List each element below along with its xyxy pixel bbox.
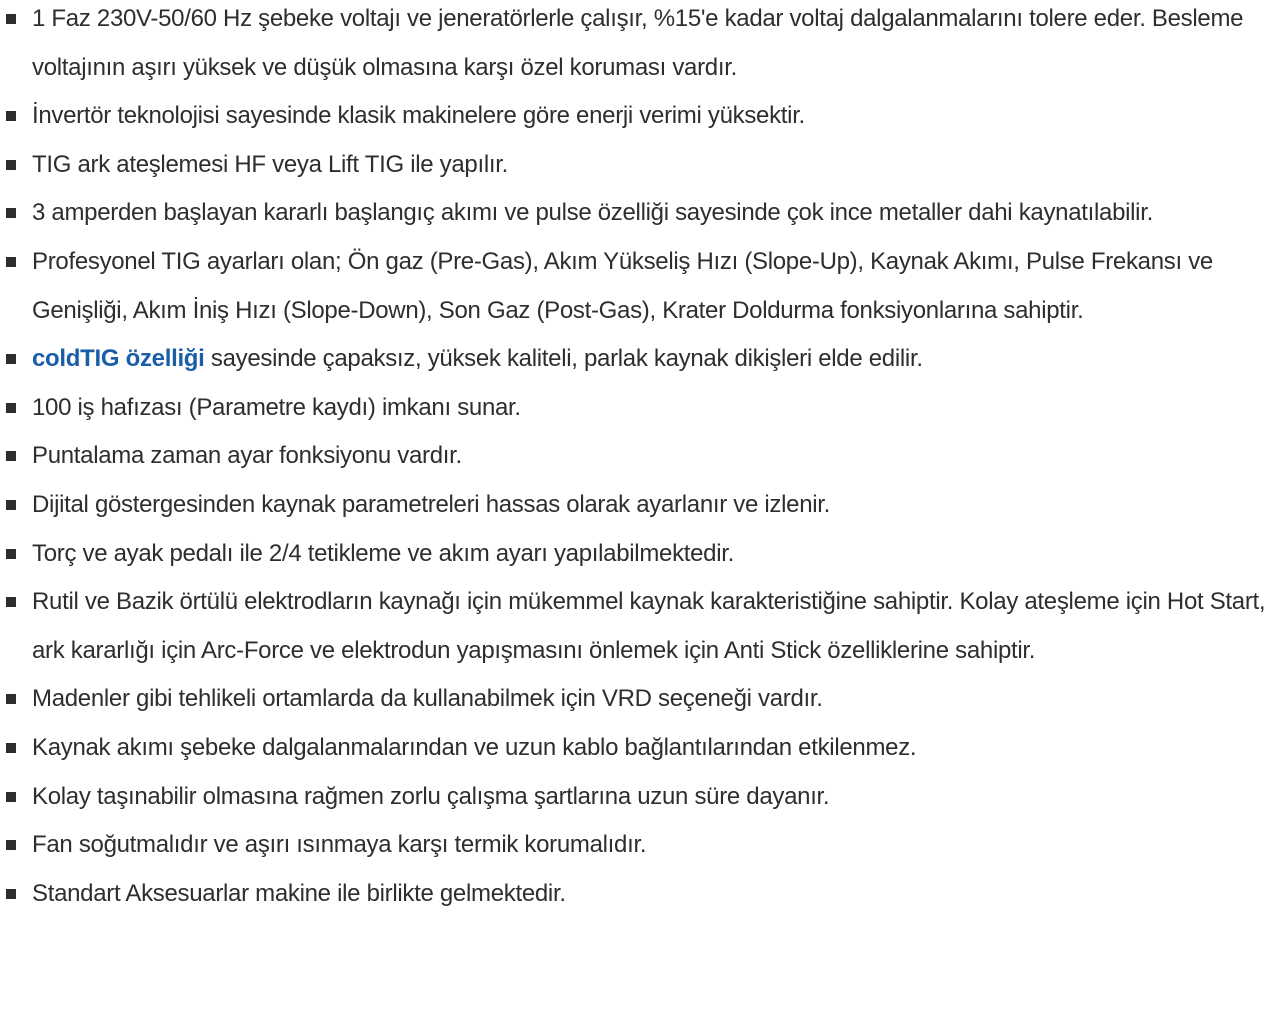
list-item bbox=[0, 92, 1282, 141]
list-item bbox=[0, 0, 1282, 92]
list-item bbox=[0, 141, 1282, 190]
list-item-text: Rutil ve Bazik örtülü elektrodların kaynağı için mükemmel kaynak karakteristiğine sahiptir. Kolay ateşleme için Hot Start, ark kararlığı için Arc-Force ve elektrodun yapışmasını önlemek için Anti Stick özelliklerine sahiptir. bbox=[32, 588, 1266, 664]
list-item bbox=[0, 773, 1282, 822]
list-item bbox=[0, 189, 1282, 238]
list-item-text: İnvertör teknolojisi sayesinde klasik makinelere göre enerji verimi yüksektir. bbox=[32, 102, 805, 130]
bullet-square-icon bbox=[6, 208, 16, 218]
list-item bbox=[0, 481, 1282, 530]
list-item-text: Dijital göstergesinden kaynak parametreleri hassas olarak ayarlanır ve izlenir. bbox=[32, 490, 831, 518]
bullet-square-icon bbox=[6, 889, 16, 899]
list-item bbox=[0, 675, 1282, 724]
bullet-square-icon bbox=[6, 354, 16, 364]
bullet-square-icon bbox=[6, 451, 16, 461]
list-item bbox=[0, 432, 1282, 481]
list-item-text: Torç ve ayak pedalı ile 2/4 tetikleme ve akım ayarı yapılabilmektedir. bbox=[32, 539, 735, 567]
list-item bbox=[0, 821, 1282, 870]
list-item-text: TIG ark ateşlemesi HF veya Lift TIG ile yapılır. bbox=[32, 150, 508, 178]
list-item bbox=[0, 724, 1282, 773]
bullet-square-icon bbox=[6, 14, 16, 24]
list-item-text: Fan soğutmalıdır ve aşırı ısınmaya karşı termik korumalıdır. bbox=[32, 831, 647, 859]
list-item bbox=[0, 870, 1282, 919]
list-item-text: Puntalama zaman ayar fonksiyonu vardır. bbox=[32, 442, 462, 470]
bullet-square-icon bbox=[6, 743, 16, 753]
bullet-square-icon bbox=[6, 111, 16, 121]
bullet-square-icon bbox=[6, 694, 16, 704]
bullet-square-icon bbox=[6, 549, 16, 559]
list-item bbox=[0, 530, 1282, 579]
bullet-square-icon bbox=[6, 500, 16, 510]
bullet-square-icon bbox=[6, 403, 16, 413]
list-item-text: Madenler gibi tehlikeli ortamlarda da kullanabilmek için VRD seçeneği vardır. bbox=[32, 685, 823, 713]
bullet-square-icon bbox=[6, 840, 16, 850]
list-item-text: Kaynak akımı şebeke dalgalanmalarından ve uzun kablo bağlantılarından etkilenmez. bbox=[32, 733, 917, 761]
list-item bbox=[0, 578, 1282, 675]
bullet-square-icon bbox=[6, 792, 16, 802]
list-item-coldtig bbox=[0, 335, 1282, 384]
list-item-text: Kolay taşınabilir olmasına rağmen zorlu çalışma şartlarına uzun süre dayanır. bbox=[32, 782, 830, 810]
bullet-square-icon bbox=[6, 597, 16, 607]
list-item-text: 1 Faz 230V-50/60 Hz şebeke voltajı ve jeneratörlerle çalışır, %15'e kadar voltaj dalgalanmalarını tolere eder. Besleme voltajının aşırı yüksek ve düşük olmasına karşı özel koruması vardır. bbox=[32, 5, 1244, 81]
list-item-text: Profesyonel TIG ayarları olan; Ön gaz (Pre-Gas), Akım Yükseliş Hızı (Slope-Up), Kaynak Akımı, Pulse Frekansı ve Genişliği, Akım İniş Hızı (Slope-Down), Son Gaz (Post-Gas), Krater Doldurma fonksiyonlarına sahiptir. bbox=[32, 247, 1213, 324]
bullet-square-icon bbox=[6, 160, 16, 170]
bullet-square-icon bbox=[6, 257, 16, 267]
list-item bbox=[0, 384, 1282, 433]
coldtig-feature-link[interactable]: coldTIG özelliği bbox=[32, 345, 205, 373]
list-item bbox=[0, 238, 1282, 335]
list-item-text: 3 amperden başlayan kararlı başlangıç akımı ve pulse özelliği sayesinde çok ince metaller dahi kaynatılabilir. bbox=[32, 199, 1153, 227]
list-item-text: sayesinde çapaksız, yüksek kaliteli, parlak kaynak dikişleri elde edilir. bbox=[204, 345, 923, 373]
list-item-text: 100 iş hafızası (Parametre kaydı) imkanı sunar. bbox=[32, 393, 521, 421]
list-item-text: Standart Aksesuarlar makine ile birlikte gelmektedir. bbox=[32, 879, 566, 907]
